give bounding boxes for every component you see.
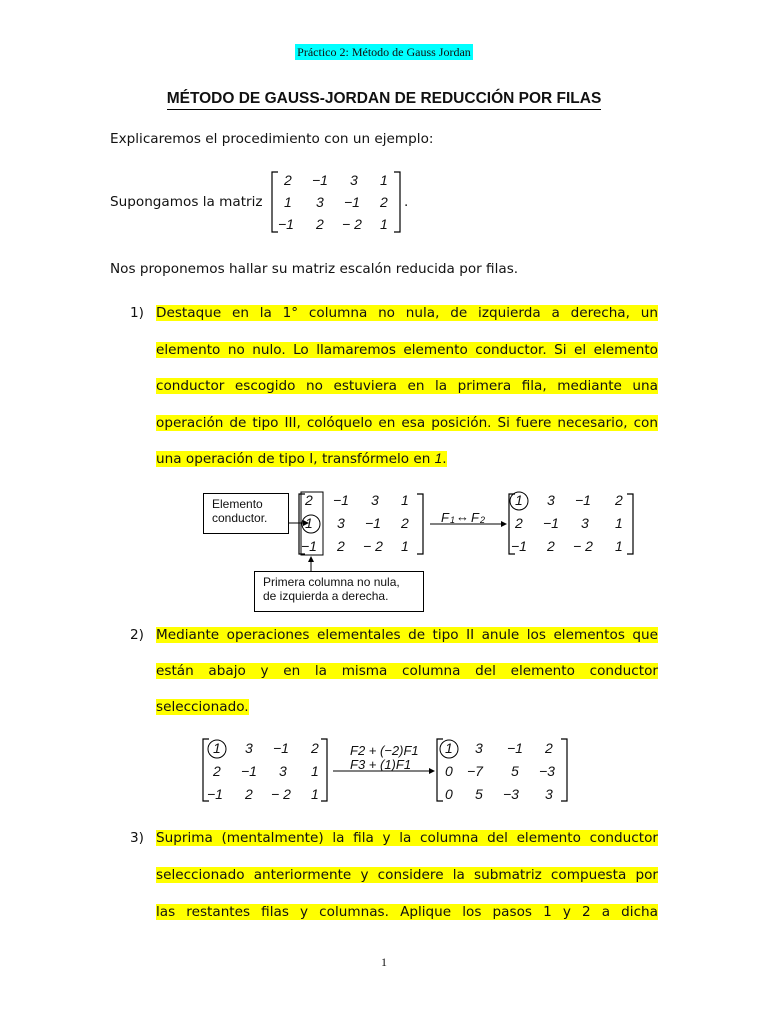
matrix-cell: − 2 [271,786,291,802]
matrix-cell: 0 [445,786,453,802]
matrix-cell: 2 [547,538,555,554]
matrix-cell: −1 [511,538,527,554]
matrix-cell: −1 [575,492,591,508]
step2-left-matrix [205,740,335,804]
matrix-cell: 3 [371,492,379,508]
matrix-cell: 3 [245,740,253,756]
initial-matrix [270,172,400,232]
matrix-cell: 0 [445,763,453,779]
matrix-cell: −1 [543,515,559,531]
matrix-cell: 2 [213,763,221,779]
matrix-cell: −1 [301,538,317,554]
matrix-cell: 1 [380,216,388,232]
step2-right-matrix [441,740,571,804]
row-operation-2: F3 + (1)F1 [350,757,412,772]
matrix-cell: −1 [312,172,328,188]
step2-number: 2) [130,627,144,643]
suppose-label: Supongamos la matriz [110,194,263,210]
matrix-cell: 2 [545,740,553,756]
matrix-cell: 5 [511,763,519,779]
step3-line: las restantes filas y columnas. Aplique los pasos 1 y 2 a dicha [156,904,658,920]
matrix-cell: −3 [503,786,519,802]
page-title-text: MÉTODO DE GAUSS-JORDAN DE REDUCCIÓN POR FILAS [167,90,602,110]
conductor-label-box: Elemento conductor. [203,493,289,534]
goal-text: Nos proponemos hallar su matriz escalón reducida por filas. [110,261,519,277]
step1-right-matrix [509,492,639,556]
matrix-cell: 1 [515,492,523,508]
matrix-cell: −1 [365,515,381,531]
matrix-cell: − 2 [573,538,593,554]
matrix-cell: −1 [273,740,289,756]
step2-line: están abajo y en la misma columna del elemento conductor [156,663,658,679]
matrix-cell: 1 [284,194,292,210]
matrix-cell: −1 [507,740,523,756]
step3-number: 3) [130,830,144,846]
suppose-end: . [404,194,409,210]
matrix-cell: 2 [337,538,345,554]
matrix-cell: −1 [344,194,360,210]
matrix-cell: 2 [311,740,319,756]
matrix-cell: 1 [615,538,623,554]
matrix-cell: 3 [279,763,287,779]
matrix-cell: 1 [401,538,409,554]
matrix-cell: 3 [547,492,555,508]
matrix-cell: 1 [445,740,453,756]
running-header-text: Práctico 2: Método de Gauss Jordan [297,45,471,59]
matrix-cell: 5 [475,786,483,802]
step1-line: elemento no nulo. Lo llamaremos elemento conductor. Si el elemento [156,342,658,358]
matrix-cell: −1 [241,763,257,779]
step1-line: conductor escogido no estuviera en la primera fila, mediante una [156,378,658,394]
step2-last-line: seleccionado. [156,699,249,715]
matrix-cell: 2 [615,492,623,508]
matrix-cell: 2 [284,172,292,188]
step2-line: Mediante operaciones elementales de tipo II anule los elementos que [156,627,658,643]
matrix-cell: 1 [305,515,313,531]
page-number: 1 [381,955,387,969]
matrix-cell: −1 [333,492,349,508]
intro-text: Explicaremos el procedimiento con un ejemplo: [110,131,434,147]
matrix-cell: −3 [539,763,555,779]
row-operation-1: F2 + (−2)F1 [350,743,419,758]
matrix-cell: − 2 [363,538,383,554]
step1-line: Destaque en la 1° columna no nula, de izquierda a derecha, un [156,305,658,321]
matrix-cell: 3 [581,515,589,531]
matrix-cell: − 2 [342,216,362,232]
step1-last-line: una operación de tipo I, transfórmelo en 1. [156,451,447,467]
matrix-cell: 1 [380,172,388,188]
matrix-cell: 1 [401,492,409,508]
step1-line: operación de tipo III, colóquelo en esa posición. Si fuere necesario, con [156,415,658,431]
matrix-cell: −7 [467,763,483,779]
matrix-cell: 3 [350,172,358,188]
column-label-box: Primera columna no nula, de izquierda a derecha. [254,571,424,612]
matrix-cell: 2 [305,492,313,508]
matrix-cell: 1 [213,740,221,756]
matrix-cell: 2 [401,515,409,531]
matrix-cell: 3 [337,515,345,531]
matrix-cell: 1 [311,763,319,779]
page-title [0,88,768,108]
running-header [0,41,768,60]
matrix-cell: 3 [475,740,483,756]
matrix-cell: 2 [380,194,388,210]
matrix-cell: 1 [311,786,319,802]
matrix-cell: 3 [545,786,553,802]
matrix-cell: 2 [515,515,523,531]
matrix-cell: −1 [207,786,223,802]
matrix-cell: 1 [615,515,623,531]
step1-number: 1) [130,305,144,321]
step3-line: Suprima (mentalmente) la fila y la columna del elemento conductor [156,830,658,846]
step3-line: seleccionado anteriormente y considere la submatriz compuesta por [156,867,658,883]
matrix-cell: 3 [316,194,324,210]
matrix-cell: 2 [245,786,253,802]
matrix-cell: 2 [316,216,324,232]
step1-left-matrix [299,492,429,556]
matrix-cell: −1 [278,216,294,232]
